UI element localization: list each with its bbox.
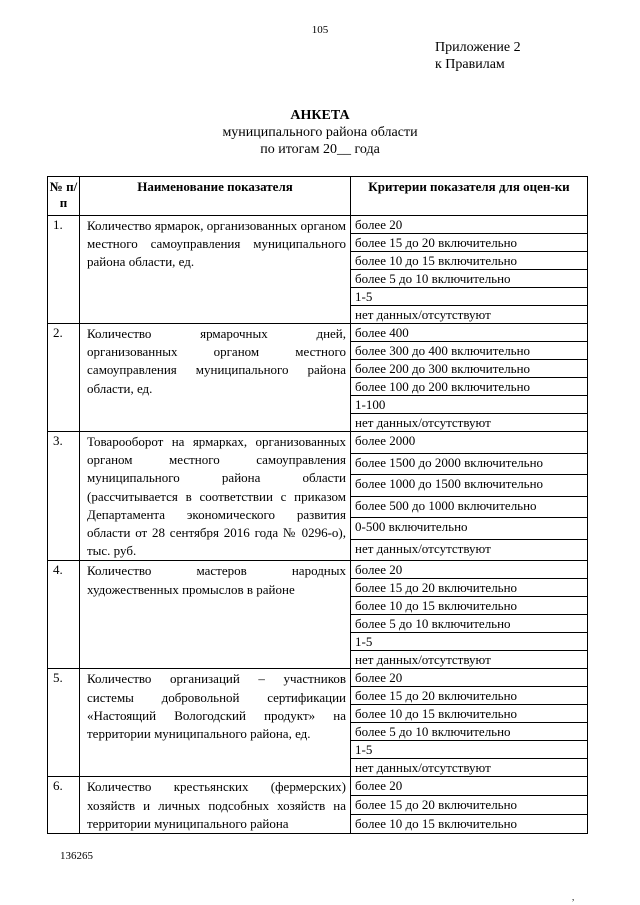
criterion-cell: 1-100	[351, 396, 588, 414]
criterion-cell: 1-5	[351, 741, 588, 759]
header-name: Наименование показателя	[80, 177, 351, 216]
indicator-name: Количество ярмарок, организованных органом местного самоуправления муниципального района области, ед.	[80, 216, 351, 324]
indicator-name: Количество организаций – участников системы добровольной сертификации «Настоящий Вологодский продукт» на территории муниципального района, ед.	[80, 669, 351, 777]
indicator-name: Количество крестьянских (фермерских) хозяйств и личных подсобных хозяйств на территории муниципального района	[80, 777, 351, 834]
criterion-cell: более 20	[351, 777, 588, 796]
criterion-cell: нет данных/отсутствуют	[351, 306, 588, 324]
criterion-cell: более 15 до 20 включительно	[351, 579, 588, 597]
footer-code: 136265	[60, 850, 93, 862]
table-row	[48, 216, 588, 234]
indicator-name: Количество ярмарочных дней, организованных органом местного самоуправления муниципального района области, ед.	[80, 324, 351, 432]
criterion-cell: более 5 до 10 включительно	[351, 723, 588, 741]
title-block	[0, 107, 640, 158]
indicator-name: Товарооборот на ярмарках, организованных органом местного самоуправления муниципального района области (рассчитывается в соответствии с приказом Департамента экономического развития области от 28 сентября 2016 года № 0296-о), тыс. руб.	[80, 432, 351, 561]
appendix-line-2: к Правилам	[435, 57, 505, 72]
table-row	[48, 669, 588, 687]
page-number: 105	[311, 24, 329, 36]
table-row	[48, 324, 588, 342]
criterion-cell: более 10 до 15 включительно	[351, 705, 588, 723]
criterion-cell: нет данных/отсутствуют	[351, 759, 588, 777]
criterion-cell: более 15 до 20 включительно	[351, 234, 588, 252]
indicator-name: Количество мастеров народных художественных промыслов в районе	[80, 561, 351, 669]
row-number: 2.	[48, 324, 80, 432]
appendix-line-1: Приложение 2	[435, 40, 521, 55]
table-body	[48, 216, 588, 834]
criterion-cell: нет данных/отсутствуют	[351, 651, 588, 669]
row-number: 1.	[48, 216, 80, 324]
appendix-note	[435, 39, 521, 73]
criterion-cell: более 20	[351, 216, 588, 234]
document-subtitle-2: по итогам 20__ года	[260, 142, 380, 157]
criterion-cell: более 10 до 15 включительно	[351, 815, 588, 834]
criterion-cell: более 5 до 10 включительно	[351, 270, 588, 288]
header-num: № п/п	[48, 177, 80, 216]
table-row	[48, 432, 588, 454]
criterion-cell: более 20	[351, 669, 588, 687]
corner-mark: ,	[572, 892, 575, 902]
table-row	[48, 561, 588, 579]
criterion-cell: более 200 до 300 включительно	[351, 360, 588, 378]
criterion-cell: более 1000 до 1500 включительно	[351, 475, 588, 497]
criterion-cell: более 300 до 400 включительно	[351, 342, 588, 360]
criterion-cell: более 1500 до 2000 включительно	[351, 453, 588, 475]
document-title: АНКЕТА	[290, 108, 350, 123]
criterion-cell: более 20	[351, 561, 588, 579]
criterion-cell: более 15 до 20 включительно	[351, 687, 588, 705]
row-number: 3.	[48, 432, 80, 561]
row-number: 5.	[48, 669, 80, 777]
document-subtitle-1: муниципального района области	[222, 125, 418, 140]
table-header-row	[48, 177, 588, 216]
header-criteria: Критерии показателя для оцен-ки	[351, 177, 588, 216]
table-row	[48, 777, 588, 796]
criterion-cell: нет данных/отсутствуют	[351, 414, 588, 432]
row-number: 4.	[48, 561, 80, 669]
criterion-cell: 1-5	[351, 288, 588, 306]
criterion-cell: 1-5	[351, 633, 588, 651]
criterion-cell: более 2000	[351, 432, 588, 454]
criterion-cell: 0-500 включительно	[351, 518, 588, 540]
criterion-cell: более 400	[351, 324, 588, 342]
criterion-cell: более 500 до 1000 включительно	[351, 496, 588, 518]
criterion-cell: более 5 до 10 включительно	[351, 615, 588, 633]
criterion-cell: более 10 до 15 включительно	[351, 597, 588, 615]
criterion-cell: более 10 до 15 включительно	[351, 252, 588, 270]
criterion-cell: более 100 до 200 включительно	[351, 378, 588, 396]
row-number: 6.	[48, 777, 80, 834]
criterion-cell: более 15 до 20 включительно	[351, 796, 588, 815]
criterion-cell: нет данных/отсутствуют	[351, 539, 588, 561]
survey-table	[47, 176, 588, 834]
